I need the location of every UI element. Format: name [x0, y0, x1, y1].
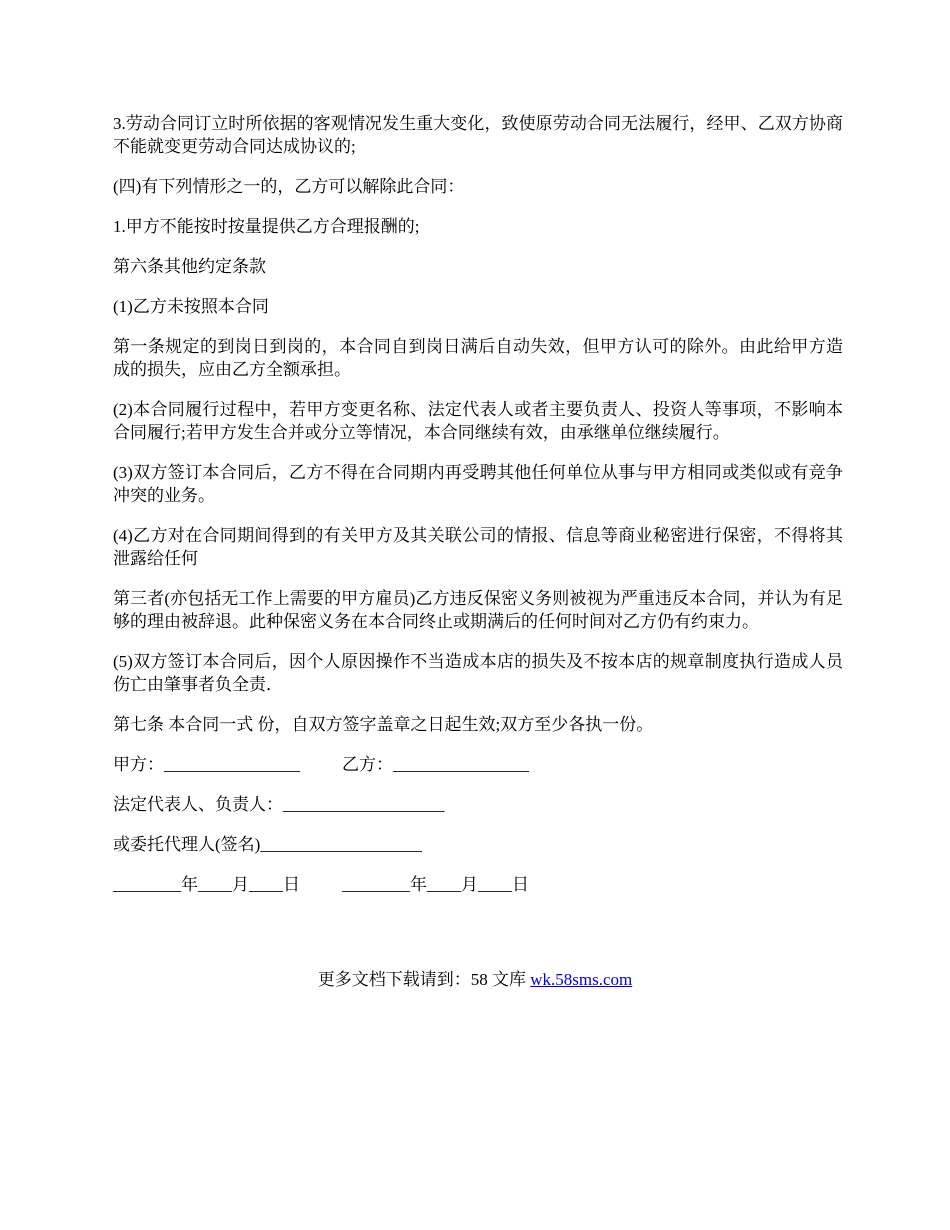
article-heading: 第七条 本合同一式 份，自双方签字盖章之日起生效;双方至少各执一份。	[113, 715, 654, 734]
clause-paragraph: 3.劳动合同订立时所依据的客观情况发生重大变化，致使原劳动合同无法履行，经甲、乙双方协商不能就变更劳动合同达成协议的;	[113, 114, 843, 156]
document-body	[113, 112, 843, 913]
legal-rep-field: 法定代表人、负责人：___________________	[113, 795, 445, 814]
clause-paragraph: 第三者(亦包括无工作上需要的甲方雇员)乙方违反保密义务则被视为严重违反本合同，并认为有足够的理由被辞退。此种保密义务在本合同终止或期满后的任何时间对乙方仍有约束力。	[113, 589, 843, 631]
download-footer	[0, 968, 950, 991]
clause-paragraph: (4)乙方对在合同期间得到的有关甲方及其关联公司的情报、信息等商业秘密进行保密，不得将其泄露给任何	[113, 526, 843, 568]
date-row	[113, 873, 843, 896]
date-field-a: ________年____月____日	[113, 875, 300, 894]
date-field-b: ________年____月____日	[342, 875, 529, 894]
party-b-field: 乙方：________________	[342, 755, 529, 774]
party-a-field: 甲方：________________	[113, 755, 300, 774]
clause-paragraph: (2)本合同履行过程中，若甲方变更名称、法定代表人或者主要负责人、投资人等事项，不影响本合同履行;若甲方发生合并或分立等情况，本合同继续有效，由承继单位继续履行。	[113, 400, 843, 442]
footer-text: 更多文档下载请到：58 文库	[317, 970, 531, 989]
clause-paragraph: (1)乙方未按照本合同	[113, 297, 269, 316]
clause-paragraph: (四)有下列情形之一的，乙方可以解除此合同：	[113, 177, 465, 196]
footer-link[interactable]: wk.58sms.com	[530, 970, 633, 989]
clause-paragraph: (3)双方签订本合同后，乙方不得在合同期内再受聘其他任何单位从事与甲方相同或类似或有竞争冲突的业务。	[113, 463, 843, 505]
clause-paragraph: (5)双方签订本合同后，因个人原因操作不当造成本店的损失及不按本店的规章制度执行造成人员伤亡由肇事者负全责．	[113, 652, 843, 694]
clause-paragraph: 1.甲方不能按时按量提供乙方合理报酬的;	[113, 217, 420, 236]
party-signature-row	[113, 753, 843, 776]
article-heading: 第六条其他约定条款	[113, 257, 266, 276]
clause-paragraph: 第一条规定的到岗日到岗的，本合同自到岗日满后自动失效，但甲方认可的除外。由此给甲方造成的损失，应由乙方全额承担。	[113, 337, 843, 379]
agent-signature-field: 或委托代理人(签名)___________________	[113, 835, 422, 854]
